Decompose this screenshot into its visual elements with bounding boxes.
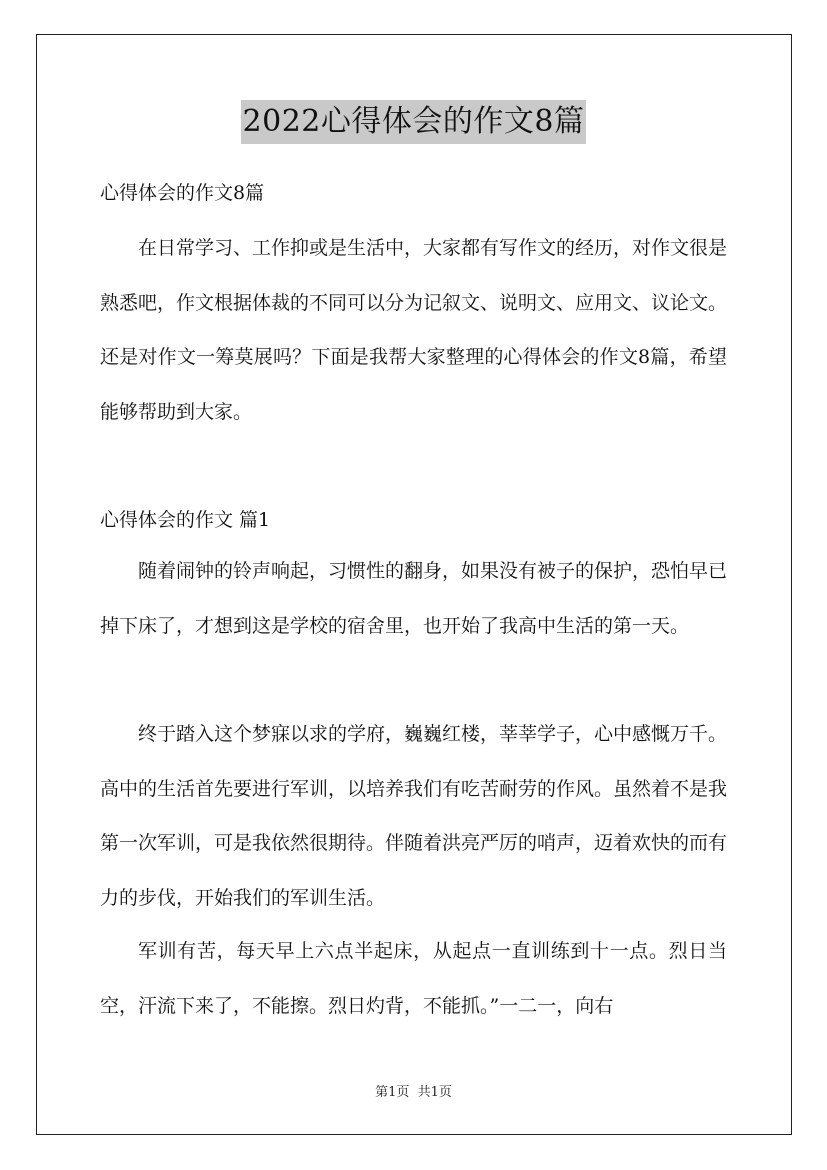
section-heading: 心得体会的作文 篇1 [100,509,271,531]
page-footer [0,1084,827,1102]
page-total: 共1页 [417,1085,452,1100]
body-paragraph-1: 随着闹钟的铃声响起，习惯性的翻身，如果没有被子的保护，恐怕早已掉下床了，才想到这是学校的宿舍里，也开始了我高中生活的第一天。 [100,560,728,637]
document-title: 2022心得体会的作文8篇 [241,100,587,144]
body-paragraph-3: 军训有苦，每天早上六点半起床，从起点一直训练到十一点。烈日当空，汗流下来了，不能擦。烈日灼背，不能抓。”一二一，向右 [100,940,727,1017]
title-container [0,100,827,144]
intro-paragraph: 在日常学习、工作抑或是生活中，大家都有写作文的经历，对作文很是熟悉吧，作文根据体裁的不同可以分为记叙文、说明文、应用文、议论文。还是对作文一筹莫展吗？下面是我帮大家整理的心得体会的作文8篇，希望能够帮助到大家。 [100,237,728,423]
document-subtitle: 心得体会的作文8篇 [100,182,265,204]
page-number: 第1页 [375,1085,410,1100]
body-paragraph-2: 终于踏入这个梦寐以求的学府，巍巍红楼，莘莘学子，心中感慨万千。高中的生活首先要进行军训，以培养我们有吃苦耐劳的作风。虽然着不是我第一次军训，可是我依然很期待。伴随着洪亮严厉的哨声，迈着欢快的而有力的步伐，开始我们的军训生活。 [100,723,728,909]
